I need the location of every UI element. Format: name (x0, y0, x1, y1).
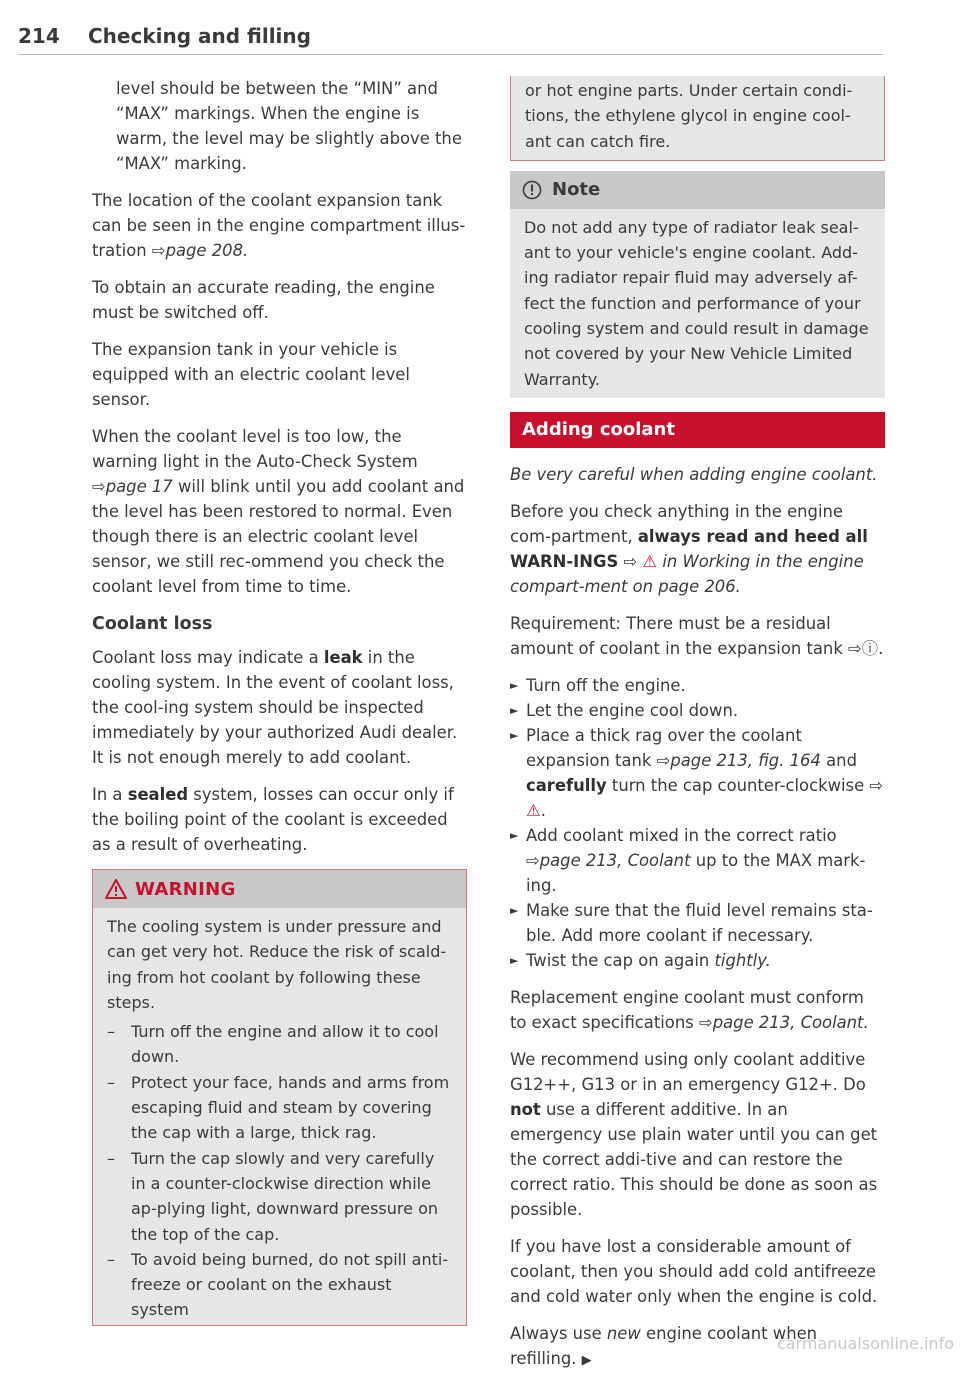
paragraph-before-check: Before you check anything in the engine com-partment, always read and heed all WARN-INGS ⇨ ⚠ in Working in the engine compart-ment on page 206. (510, 501, 868, 596)
left-column (92, 76, 467, 1338)
note-circle-icon (522, 180, 542, 200)
warning-step: – To avoid being burned, do not spill anti-freeze or coolant on the exhaust system (107, 1249, 449, 1320)
step-item: ► Twist the cap on again tightly. (510, 950, 771, 970)
link-page-208[interactable]: page 208. (165, 241, 249, 260)
paragraph-lost-coolant: If you have lost a considerable amount of coolant, then you should add cold antifreeze and cold water only when the engine is cold. (510, 1236, 878, 1306)
watermark: carmanualsonline.info (776, 1334, 954, 1353)
warning-box (92, 869, 467, 1326)
warning-triangle-icon (105, 879, 127, 899)
warning-step: – Protect your face, hands and arms from escaping fluid and steam by covering the cap with a large, thick rag. (107, 1072, 450, 1143)
paragraph-warning-light: When the coolant level is too low, the warning light in the Auto-Check System ⇨page 17 will blink until you add coolant and the level has been restored to normal. Even though there is an electric coolant level sensor, we still rec-ommend you check the coolant level from time to time. (92, 427, 465, 596)
reference-arrow-icon: ⇨ (92, 477, 106, 496)
step-item: ► Place a thick rag over the coolant expansion tank ⇨page 213, fig. 164 and carefully turn the cap counter-clockwise ⇨ ⚠. (510, 725, 884, 820)
warning-body (93, 908, 466, 1325)
reference-arrow-icon: ⇨ (656, 750, 671, 770)
link-page-206[interactable]: in Working in the engine compart-ment on page 206. (510, 551, 864, 596)
warning-continuation-box (510, 76, 885, 161)
page-number: 214 (18, 24, 60, 48)
right-column (510, 76, 885, 1385)
paragraph-requirement: Requirement: There must be a residual amount of coolant in the expansion tank ⇨ⓘ. (510, 613, 884, 658)
heading-coolant-loss: Coolant loss (92, 614, 213, 634)
note-title: Note (552, 179, 601, 201)
paragraph-level-continuation: level should be between the “MIN” and “MAX” markings. When the engine is warm, the level may be slightly above the “MAX” marking. (116, 79, 462, 173)
step-item: ► Let the engine cool down. (510, 700, 739, 720)
warning-step: – Turn the cap slowly and very carefully in a counter-clockwise direction while ap-plying light, downward pressure on the top of the cap. (107, 1148, 438, 1244)
paragraph-replacement: Replacement engine coolant must conform to exact specifications ⇨page 213, Coolant. (510, 987, 869, 1032)
note-header (510, 171, 885, 209)
reference-arrow-icon: ⇨ (698, 1012, 713, 1032)
note-body (510, 209, 885, 398)
step-item: ► Make sure that the fluid level remains sta-ble. Add more coolant if necessary. (510, 900, 873, 945)
page-header (18, 24, 883, 55)
note-circle-icon: ⓘ (861, 638, 879, 658)
link-page-213-coolant[interactable]: page 213, Coolant (539, 850, 691, 870)
note-text: Do not add any type of radiator leak seal-ant to your vehicle's engine coolant. Add-ing radiator repair fluid may adversely af-fect the function and performance of your cooling system and could result in damage not covered by your New Vehicle Limited Warranty. (524, 217, 869, 389)
heading-adding-coolant: Adding coolant (510, 412, 885, 448)
link-page-213-fig-164[interactable]: page 213, fig. 164 (670, 750, 821, 770)
note-box (510, 171, 885, 398)
procedure-steps (510, 673, 885, 973)
paragraph-sensor: The expansion tank in your vehicle is equipped with an electric coolant level sensor. (92, 340, 410, 409)
warning-step: – Turn off the engine and allow it to cool down. (107, 1022, 439, 1067)
warning-triangle-icon: ⚠ (642, 551, 658, 571)
reference-arrow-icon: ⇨ (526, 850, 540, 870)
continue-arrow-icon: ▶ (581, 1352, 592, 1368)
warning-title: WARNING (135, 878, 236, 900)
step-item: ► Add coolant mixed in the correct ratio ⇨page 213, Coolant up to the MAX mark-ing. (510, 825, 866, 895)
reference-arrow-icon: ⇨ (848, 638, 862, 658)
paragraph-coolant-loss: Coolant loss may indicate a leak in the cooling system. In the event of coolant loss, the cool-ing system should be inspected immediately by your authorized Audi dealer. It is not enough merely to add coolant. (92, 648, 458, 767)
warning-triangle-icon: ⚠ (526, 800, 541, 820)
warning-intro: The cooling system is under pressure and can get very hot. Reduce the risk of scald-ing from hot coolant by following these steps. (107, 917, 447, 1012)
paragraph-recommend: We recommend using only coolant additive G12++, G13 or in an emergency G12+. Do not use a different additive. In an emergency use plain water until you can get the correct addi-tive and can restore the correct ratio. This should be done as soon as possible. (510, 1049, 878, 1219)
paragraph-sealed-system: In a sealed system, losses can occur only if the boiling point of the coolant is exceeded as a result of overheating. (92, 785, 454, 854)
intro-italic: Be very careful when adding engine coolant. (510, 464, 878, 484)
reference-arrow-icon: ⇨ (623, 551, 638, 571)
section-title: Checking and filling (88, 24, 311, 48)
paragraph-accurate-reading: To obtain an accurate reading, the engine must be switched off. (92, 278, 435, 322)
step-item: ► Turn off the engine. (510, 675, 686, 695)
link-page-17[interactable]: page 17 (105, 477, 173, 496)
link-page-213-coolant[interactable]: page 213, Coolant. (712, 1012, 869, 1032)
reference-arrow-icon: ⇨ (869, 775, 884, 795)
paragraph-always-new: Always use new engine coolant when refilling. ▶ (510, 1323, 818, 1368)
reference-arrow-icon: ⇨ (151, 241, 166, 260)
warning-header (93, 870, 466, 908)
paragraph-tank-location: The location of the coolant expansion tank can be seen in the engine compartment illus-tration ⇨page 208. (92, 191, 466, 260)
warning-continuation-text: or hot engine parts. Under certain condi-tions, the ethylene glycol in engine cool-ant can catch fire. (525, 81, 853, 151)
